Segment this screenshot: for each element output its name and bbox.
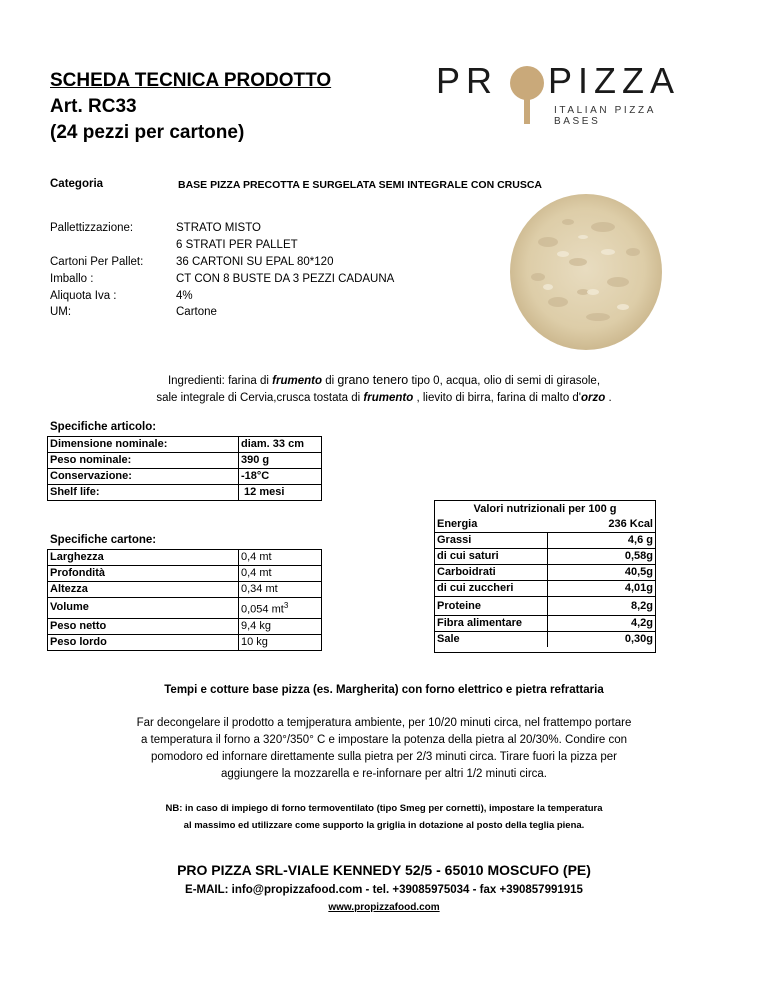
um-value: Cartone [176, 306, 217, 318]
table-row [435, 597, 655, 616]
spec-cartone-table [47, 549, 322, 651]
table-row [48, 566, 322, 582]
table-cell: 0,58g [547, 549, 655, 565]
cooking-heading: Tempi e cotture base pizza (es. Margherita) con forno elettrico e pietra refrattaria [164, 684, 604, 696]
pallet-value-1: STRATO MISTO [176, 222, 261, 234]
pieces-per-box: (24 pezzi per cartone) [50, 122, 245, 143]
table-cell: Volume [48, 598, 239, 619]
table-cell: 4,01g [547, 581, 655, 597]
table-cell: Altezza [48, 582, 239, 598]
table-row [48, 550, 322, 566]
table-cell: 0,4 mt [239, 550, 322, 566]
table-cell: Profondità [48, 566, 239, 582]
article-code: Art. RC33 [50, 96, 137, 117]
table-row [435, 533, 655, 549]
table-row [435, 517, 655, 533]
cooking-line: pomodoro ed infornare direttamente sulla pietra per 2/3 minuti circa. Tirare fuori la pizza per [151, 751, 617, 763]
table-row [435, 565, 655, 581]
cooking-line: Far decongelare il prodotto a temjperatura ambiente, per 10/20 minuti circa, nel frattempo portare [136, 717, 632, 729]
nutrition-heading: Valori nutrizionali per 100 g [473, 503, 617, 515]
table-cell: di cui saturi [435, 549, 547, 565]
table-row [435, 549, 655, 565]
table-cell: 9,4 kg [239, 618, 322, 634]
ingredients-line-1: Ingredienti: farina di frumento di grano tenero tipo 0, acqua, olio di semi di girasole, [167, 373, 601, 387]
table-cell: Peso netto [48, 618, 239, 634]
note-line: al massimo ed utilizzare come supporto la griglia in dotazione al posto della teglia piena. [183, 820, 585, 831]
footer-website-link[interactable]: www.propizzafood.com [328, 902, 440, 913]
nutrition-table [435, 517, 655, 647]
table-cell: diam. 33 cm [239, 437, 322, 453]
table-cell: Grassi [435, 533, 547, 549]
spec-articolo-heading: Specifiche articolo: [50, 421, 157, 433]
table-cell: 40,5g [547, 565, 655, 581]
table-row [48, 598, 322, 619]
table-cell: 0,34 mt [239, 582, 322, 598]
table-cell: 10 kg [239, 634, 322, 650]
table-cell: Energia [437, 518, 478, 530]
doc-title: SCHEDA TECNICA PRODOTTO [50, 70, 332, 91]
company-logo: PR PIZZA ITALIAN PIZZA BASES [436, 60, 681, 127]
table-cell: 0,054 $mt^3$ [239, 598, 322, 619]
iva-label: Aliquota Iva : [50, 290, 117, 302]
table-row [435, 632, 655, 648]
table-cell: Shelf life: [48, 485, 239, 501]
footer-contact: E-MAIL: info@propizzafood.com - tel. +39085975034 - fax +390857991915 [185, 884, 583, 896]
table-cell: Fibra alimentare [435, 616, 547, 632]
table-cell: Proteine [435, 597, 547, 616]
table-row [48, 618, 322, 634]
category-value: BASE PIZZA PRECOTTA E SURGELATA SEMI INTEGRALE CON CRUSCA [178, 179, 543, 191]
cooking-line: aggiungere la mozzarella e re-infornare per altri 1/2 minuti circa. [221, 768, 547, 780]
footer-company: PRO PIZZA SRL-VIALE KENNEDY 52/5 - 65010 MOSCUFO (PE) [177, 862, 591, 878]
table-cell: 12 mesi [239, 485, 322, 501]
cooking-note [0, 800, 768, 834]
note-line: NB: in caso di impiego di forno termoventilato (tipo Smeg per cornetti), impostare la temperatura [165, 803, 603, 814]
table-row [48, 469, 322, 485]
table-cell: Carboidrati [435, 565, 547, 581]
table-cell: Peso lordo [48, 634, 239, 650]
table-cell: Sale [435, 632, 547, 648]
table-cell: Larghezza [48, 550, 239, 566]
cartoni-value: 36 CARTONI SU EPAL 80*120 [176, 256, 334, 268]
category-label: Categoria [50, 178, 104, 190]
cartoni-label: Cartoni Per Pallet: [50, 256, 144, 268]
table-row [48, 437, 322, 453]
table-row [435, 616, 655, 632]
table-row [48, 485, 322, 501]
nutrition-box [434, 500, 656, 653]
table-row [48, 582, 322, 598]
cooking-instructions [0, 715, 768, 783]
iva-value: 4% [176, 290, 193, 302]
ingredients-line-2: sale integrale di Cervia,crusca tostata di frumento , lievito di birra, farina di malto d'orzo . [156, 392, 612, 404]
pizza-peel-icon [509, 66, 545, 124]
table-row [435, 581, 655, 597]
cooking-line: a temperatura il forno a 320°/350° C e impostare la potenza della pietra al 20/30%. Condire con [140, 734, 628, 746]
table-cell: -18°C [239, 469, 322, 485]
table-cell: 390 g [239, 453, 322, 469]
table-cell: 4,2g [547, 616, 655, 632]
table-cell: 236 Kcal [608, 518, 653, 530]
table-cell: Peso nominale: [48, 453, 239, 469]
imballo-value: CT CON 8 BUSTE DA 3 PEZZI CADAUNA [176, 273, 395, 285]
table-cell: 0,30g [547, 632, 655, 648]
spec-cartone-heading: Specifiche cartone: [50, 534, 157, 546]
table-cell: di cui zuccheri [435, 581, 547, 597]
table-cell: 4,6 g [547, 533, 655, 549]
table-row [48, 634, 322, 650]
um-label: UM: [50, 306, 72, 318]
table-row [48, 453, 322, 469]
ingredients-text [0, 372, 768, 407]
table-cell: Conservazione: [48, 469, 239, 485]
table-cell: 0,4 mt [239, 566, 322, 582]
table-cell: Dimensione nominale: [48, 437, 239, 453]
imballo-label: Imballo : [50, 273, 94, 285]
pallet-value-2: 6 STRATI PER PALLET [176, 239, 298, 251]
pallet-label: Pallettizzazione: [50, 222, 134, 234]
pizza-base-image [508, 192, 664, 352]
spec-articolo-table [47, 436, 322, 501]
table-cell: 8,2g [547, 597, 655, 616]
